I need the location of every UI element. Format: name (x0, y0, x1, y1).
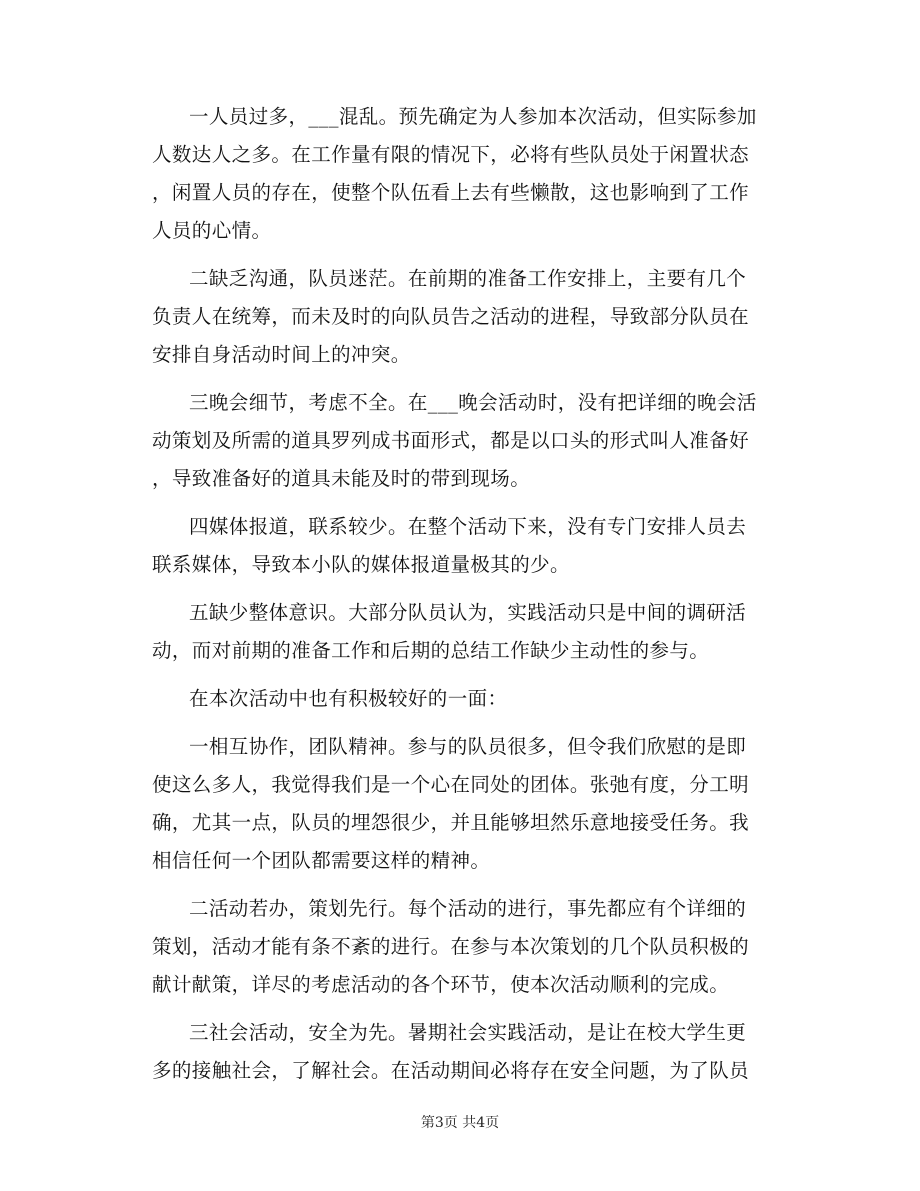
paragraph-4 (152, 508, 772, 584)
text-line: ，闲置人员的存在，使整个队伍看上去有些懒散，这也影响到了工作 (152, 181, 750, 204)
text-line: 人数达人之多。在工作量有限的情况下，必将有些队员处于闲置状态 (152, 143, 750, 166)
text-line: 在本次活动中也有积极较好的一面： (189, 687, 508, 710)
text-line: ，导致准备好的道具未能及时的带到现场。 (152, 467, 531, 490)
text-line: 相信任何一个团队都需要这样的精神。 (152, 849, 491, 872)
text-line: 献计献策，详尽的考虑活动的各个环节，使本次活动顺利的完成。 (152, 973, 730, 996)
text-line: 安排自身活动时间上的冲突。 (152, 343, 411, 366)
paragraph-8 (152, 890, 772, 1004)
text-line: 二活动若办，策划先行。每个活动的进行，事先都应有个详细的 (189, 897, 747, 920)
text-line: 四媒体报道，联系较少。在整个活动下来，没有专门安排人员去 (189, 515, 747, 538)
page-number-footer: 第3页 共4页 (420, 1115, 500, 1131)
paragraph-3 (152, 384, 772, 498)
text-line: 二缺乏沟通，队员迷茫。在前期的准备工作安排上，主要有几个 (189, 267, 747, 290)
text-line: 确，尤其一点，队员的埋怨很少，并且能够坦然乐意地接受任务。我 (152, 811, 750, 834)
paragraph-1 (152, 98, 772, 250)
text-line: 三晚会细节，考虑不全。在___晚会活动时，没有把详细的晚会活 (189, 391, 757, 414)
paragraph-2 (152, 260, 772, 374)
paragraph-9 (152, 1014, 772, 1090)
text-line: 动，而对前期的准备工作和后期的总结工作缺少主动性的参与。 (152, 639, 710, 662)
text-line: 联系媒体，导致本小队的媒体报道量极其的少。 (152, 553, 570, 576)
text-line: 一相互协作，团队精神。参与的队员很多，但令我们欣慰的是即 (189, 735, 747, 758)
text-line: 动策划及所需的道具罗列成书面形式，都是以口头的形式叫人准备好 (152, 429, 750, 452)
text-line: 一人员过多，___混乱。预先确定为人参加本次活动，但实际参加 (189, 105, 757, 128)
paragraph-6 (152, 680, 772, 718)
text-line: 多的接触社会，了解社会。在活动期间必将存在安全问题，为了队员 (152, 1059, 750, 1082)
text-line: 策划，活动才能有条不紊的进行。在参与本次策划的几个队员积极的 (152, 935, 750, 958)
text-line: 使这么多人，我觉得我们是一个心在同处的团体。张弛有度，分工明 (152, 773, 750, 796)
paragraph-5 (152, 594, 772, 670)
text-line: 三社会活动，安全为先。暑期社会实践活动，是让在校大学生更 (189, 1021, 747, 1044)
text-line: 五缺少整体意识。大部分队员认为，实践活动只是中间的调研活 (189, 601, 747, 624)
text-line: 人员的心情。 (152, 219, 272, 242)
text-line: 负责人在统筹，而未及时的向队员告之活动的进程，导致部分队员在 (152, 305, 750, 328)
document-body (152, 98, 772, 1100)
paragraph-7 (152, 728, 772, 880)
